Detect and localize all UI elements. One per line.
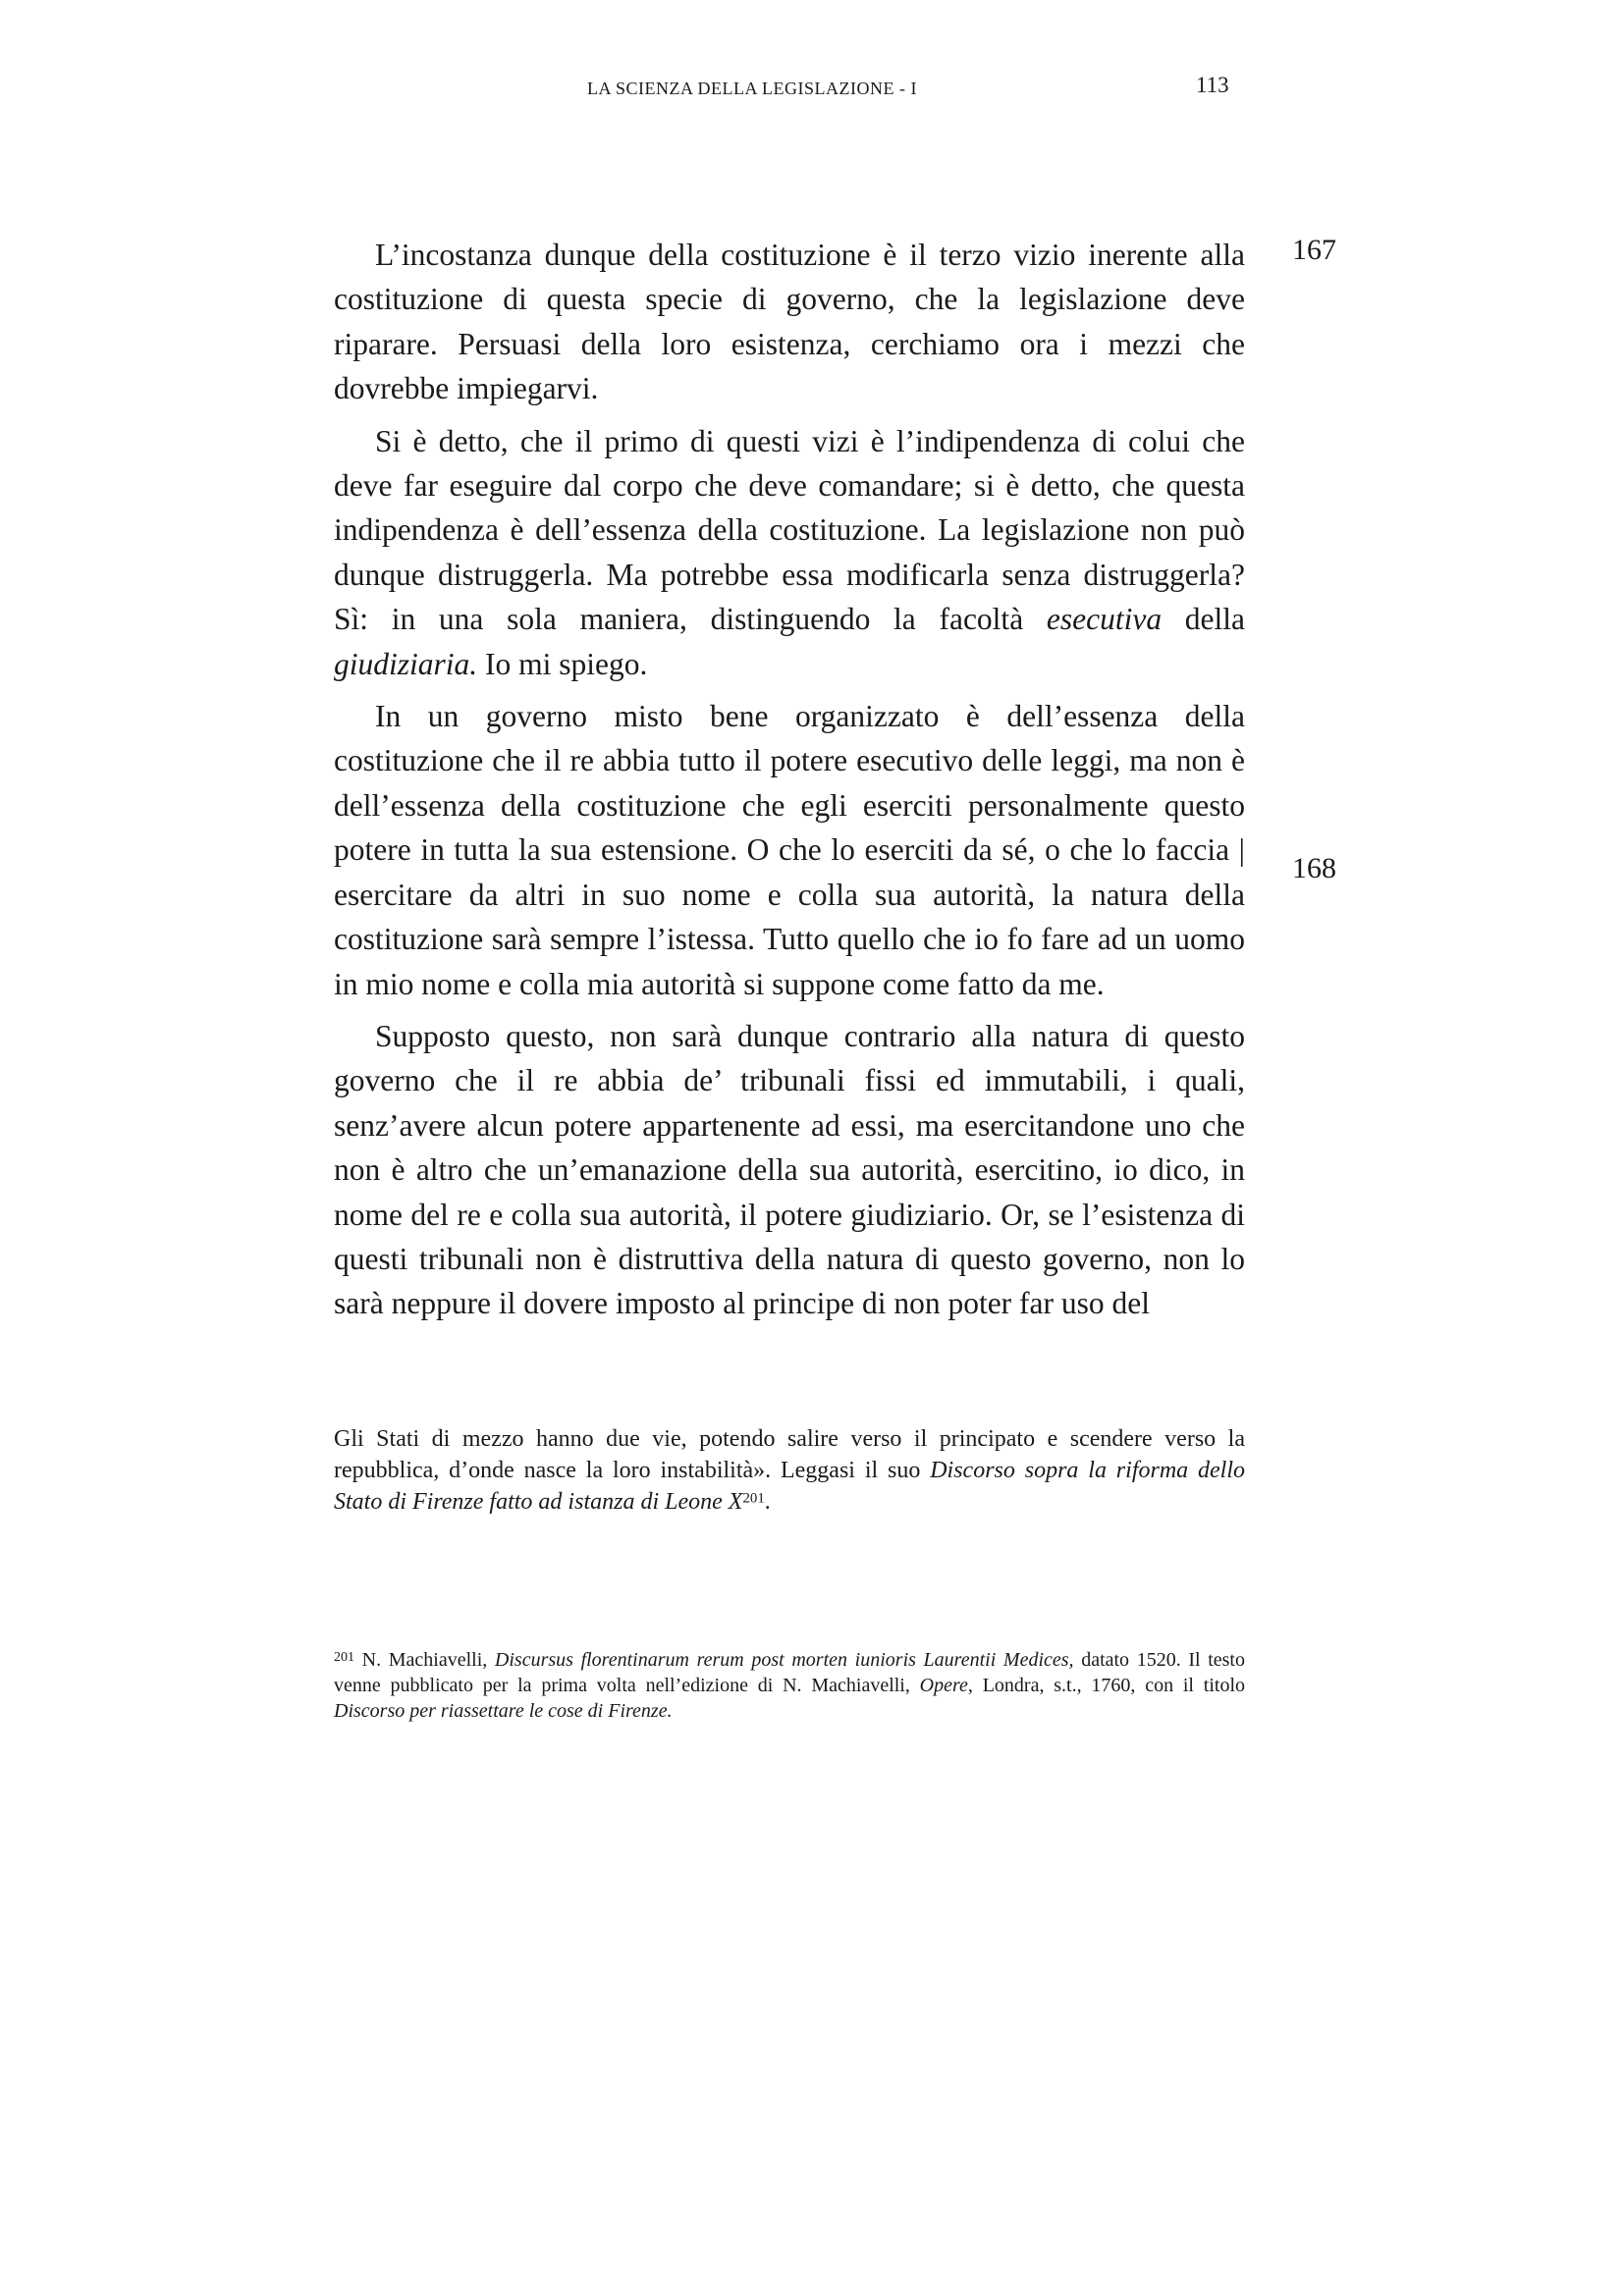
footnote-title-discorso: Discorso per riassettare le cose di Firenze. bbox=[334, 1700, 673, 1722]
italic-esecutiva: esecutiva bbox=[1046, 602, 1163, 637]
paragraph-2-text-a: Si è detto, che il primo di questi vizi è l’indipendenza di colui che deve far eseguire dal corpo che deve comandare; si è detto, che questa indipendenza è dell’essenza della costituzione. La legislazione non può dunque distruggerla. Ma potrebbe essa modificarla senza distruggerla? Sì: in una sola maniera, distinguendo la facoltà bbox=[334, 423, 1245, 637]
footnote-text-2: datato 1520. Il testo venne pubblicato per la prima volta nell’edizione di N. Machiavelli, bbox=[334, 1649, 1245, 1696]
footnote-continuation-title: Discorso sopra la riforma dello Stato di Firenze fatto ad istanza di Leone X bbox=[334, 1458, 1245, 1515]
margin-number-168: 168 bbox=[1292, 852, 1336, 884]
footnote-title-discursus: Discursus florentinarum rerum post morten iunioris Laurentii Medices, bbox=[494, 1649, 1074, 1671]
footnote-201 bbox=[334, 1647, 1245, 1724]
footnote-continuation-text: Gli Stati di mezzo hanno due vie, potendo salire verso il principato e scendere verso la repubblica, d’onde nasce la loro instabilità». Leggasi il suo bbox=[334, 1426, 1245, 1483]
footnote-text-1: N. Machiavelli, bbox=[354, 1649, 495, 1671]
page-number: 113 bbox=[1196, 73, 1229, 97]
main-text bbox=[334, 233, 1245, 1326]
paragraph-2-text-b: della bbox=[1162, 602, 1246, 637]
margin-number-167: 167 bbox=[1292, 234, 1336, 266]
footnote-ref-201: 201 bbox=[742, 1490, 765, 1507]
running-head: LA SCIENZA DELLA LEGISLAZIONE - I bbox=[587, 79, 917, 98]
footnote-title-opere: Opere, bbox=[919, 1675, 973, 1696]
footnote-number: 201 bbox=[334, 1650, 354, 1666]
paragraph-2 bbox=[334, 419, 1245, 686]
italic-giudiziaria: giudiziaria. bbox=[334, 646, 478, 681]
footnote-continuation bbox=[334, 1423, 1245, 1518]
paragraph-1: L’incostanza dunque della costituzione è il terzo vizio inerente alla costituzione di questa specie di governo, che la legislazione deve riparare. Persuasi della loro esistenza, cerchiamo ora i mezzi che dovrebbe impiegarvi. bbox=[334, 238, 1245, 406]
paragraph-3: In un governo misto bene organizzato è dell’essenza della costituzione che il re abbia tutto il potere esecutivo delle leggi, ma non è dell’essenza della costituzione che egli eserciti personalmente questo potere in tutta la sua estensione. O che lo eserciti da sé, o che lo faccia | esercitare da altri in suo nome e colla sua autorità, la natura della costituzione sarà sempre l’istessa. Tutto quello che io fo fare ad un uomo in mio nome e colla mia autorità si suppone come fatto da me. bbox=[334, 699, 1245, 1001]
footnote-continuation-end: . bbox=[764, 1489, 771, 1515]
footnote-text-3: Londra, s.t., 1760, con il titolo bbox=[972, 1675, 1246, 1696]
paragraph-4: Supposto questo, non sarà dunque contrario alla natura di questo governo che il re abbia de’ tribunali fissi ed immutabili, i quali, senz’avere alcun potere appartenente ad essi, ma esercitandone uno che non è altro che un’emanazione della sua autorità, esercitino, io dico, in nome del re e colla sua autorità, il potere giudiziario. Or, se l’esistenza di questi tribunali non è distruttiva della natura di questo governo, non lo sarà neppure il dovere imposto al principe di non poter far uso del bbox=[334, 1018, 1245, 1321]
paragraph-2-text-c: Io mi spiego. bbox=[477, 646, 648, 681]
